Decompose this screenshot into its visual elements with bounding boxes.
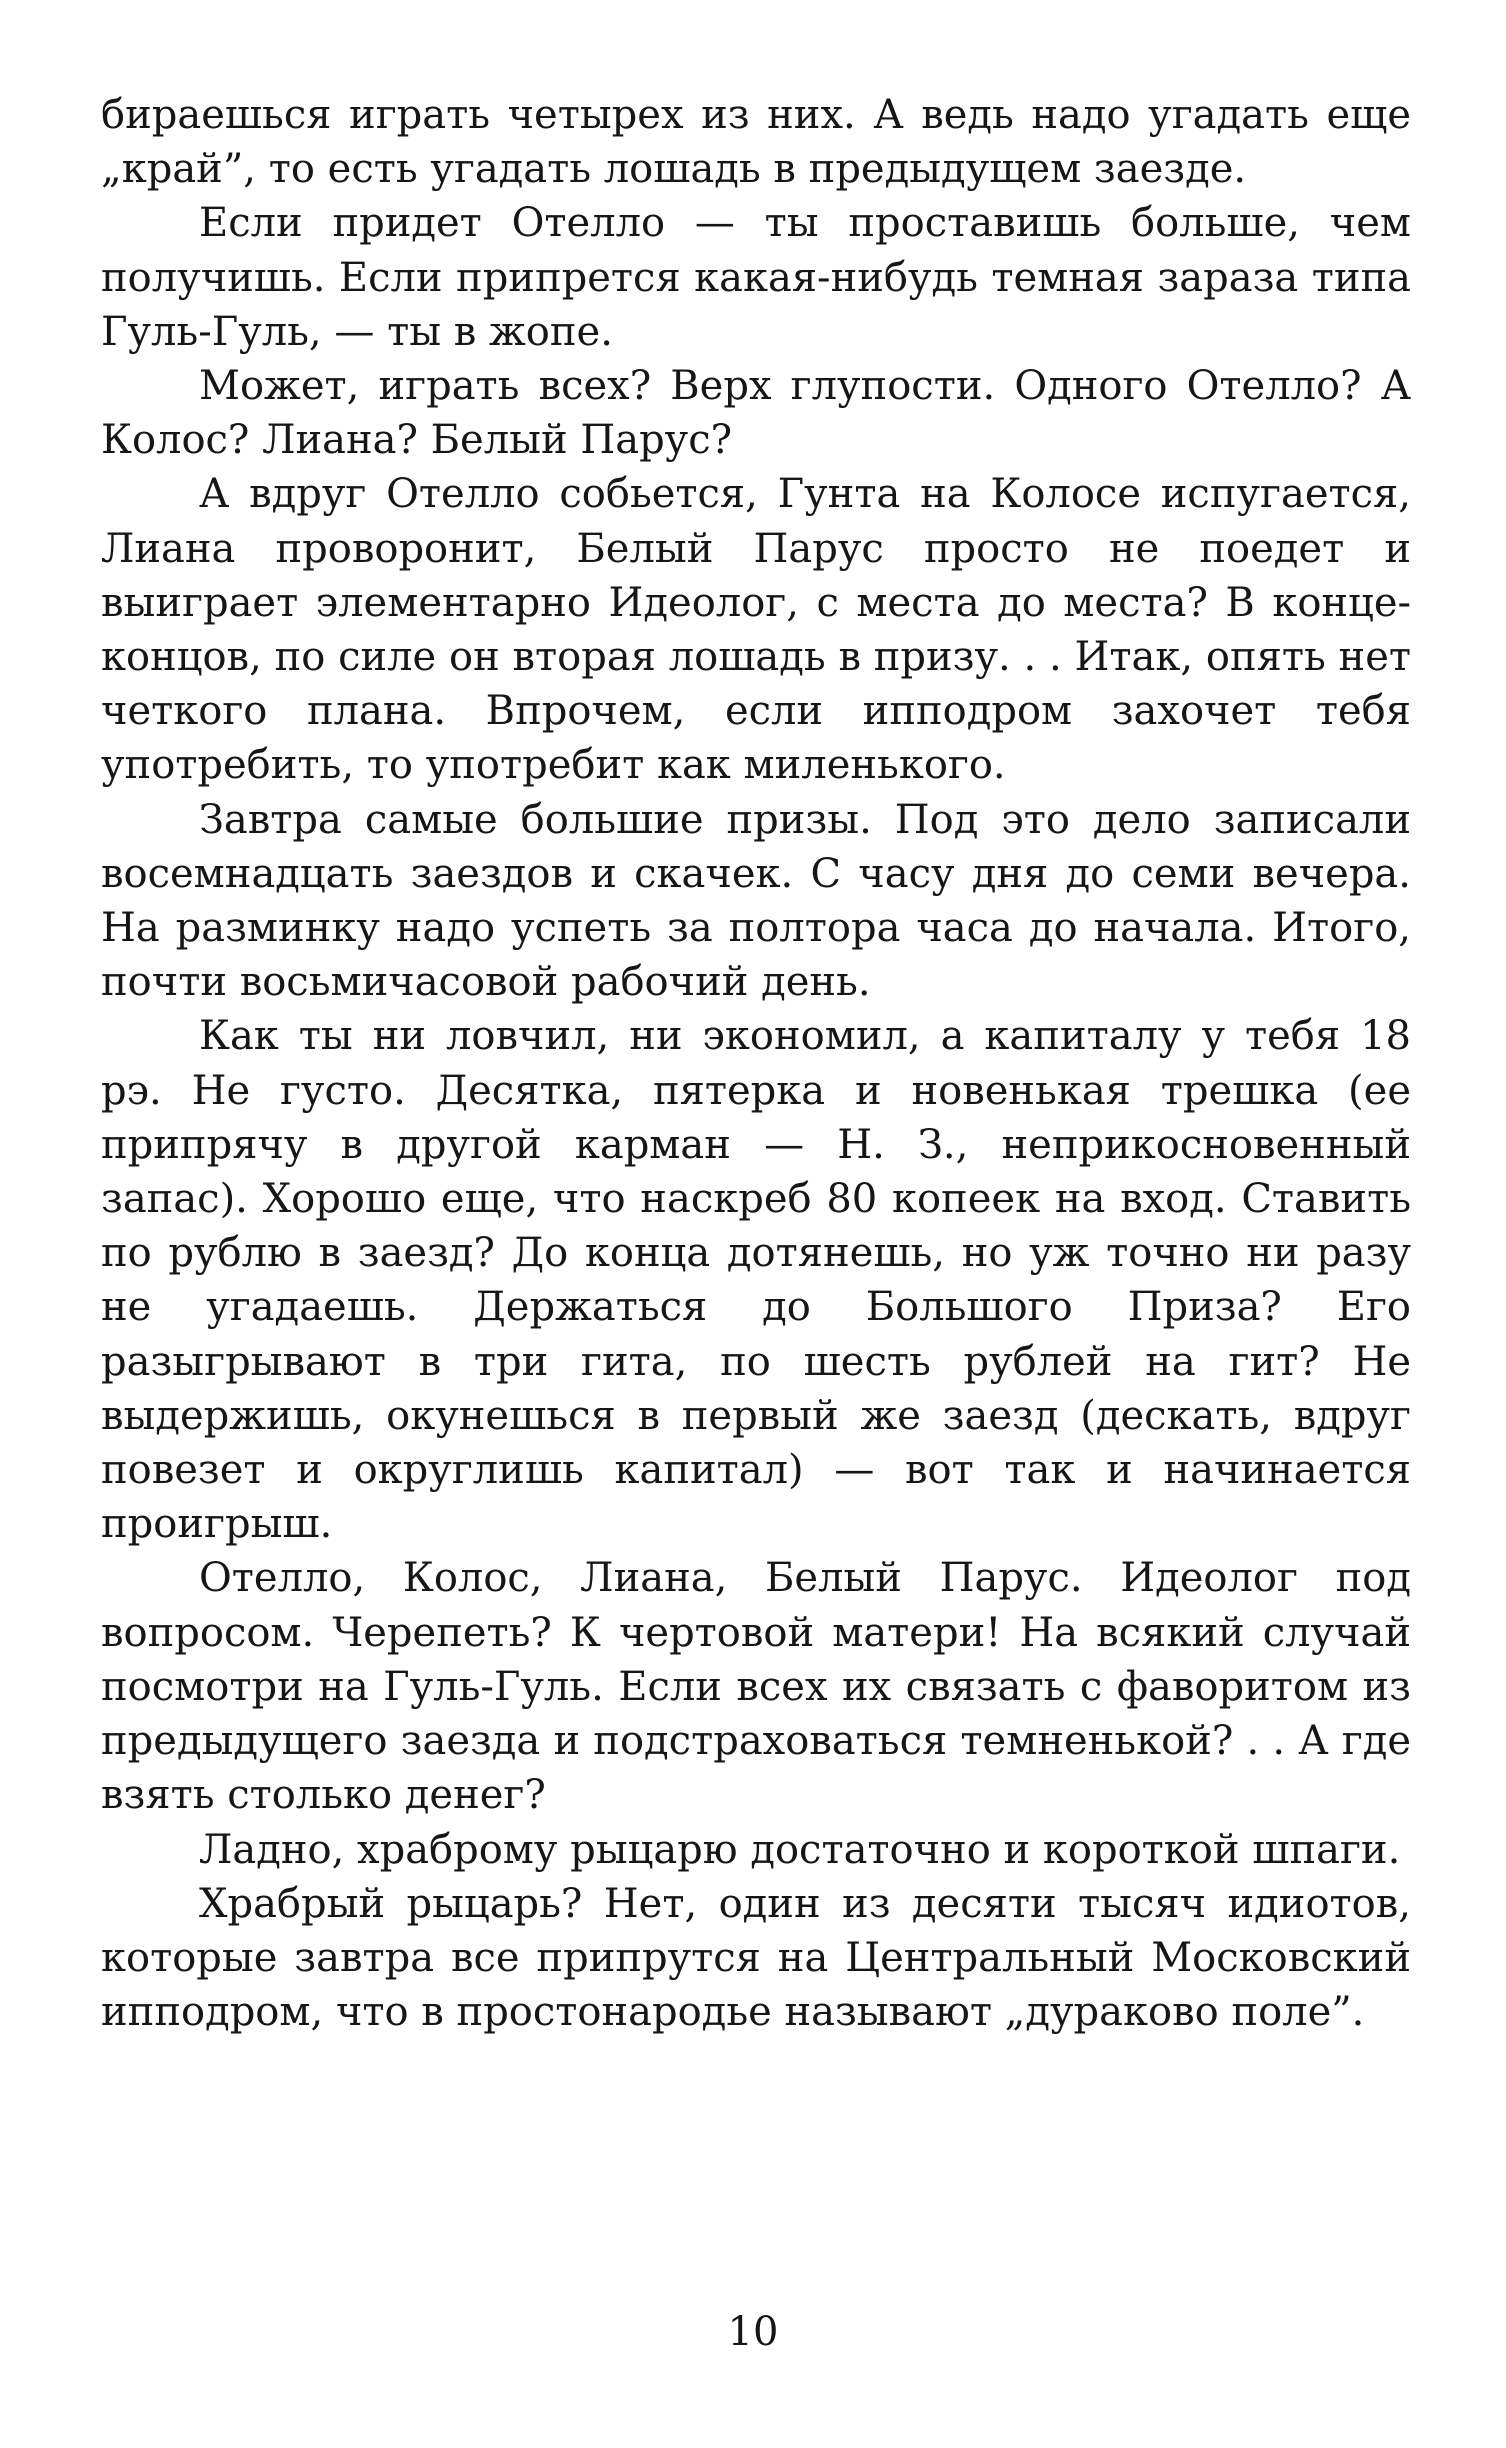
page-text [101, 88, 1411, 2039]
paragraph-3: Может, играть всех? Верх глупости. Одного Отелло? А Колос? Лиана? Белый Парус? [101, 363, 1411, 464]
paragraph-9: Храбрый рыцарь? Нет, один из десяти тысяч идиотов, которые завтра все припрутся на Центральный Московский ипподром, что в простонародье называют „дураково поле”. [101, 1880, 1411, 2036]
paragraph-8: Ладно, храброму рыцарю достаточно и короткой шпаги. [199, 1826, 1401, 1873]
paragraph-4: А вдруг Отелло собьется, Гунта на Колосе испугается, Лиана проворонит, Белый Парус просто не поедет и выиграет элементарно Идеолог, с места до места? В конце-концов, по силе он вторая лошадь в призу. . . Итак, опять нет четкого плана. Впрочем, если ипподром захочет тебя употребить, то употребит как миленького. [101, 471, 1411, 789]
paragraph-1: бираешься играть четырех из них. А ведь надо угадать еще „край”, то есть угадать лошадь в предыдущем заезде. [101, 92, 1411, 193]
paragraph-7: Отелло, Колос, Лиана, Белый Парус. Идеолог под вопросом. Черепеть? К чертовой матери! На всякий случай посмотри на Гуль-Гуль. Если всех их связать с фаворитом из предыдущего заезда и подстраховаться темненькой? . . А где взять столько денег? [101, 1555, 1411, 1819]
page-number: 10 [727, 2309, 779, 2355]
paragraph-5: Завтра самые большие призы. Под это дело записали восемнадцать заездов и скачек. С часу дня до семи вечера. На разминку надо успеть за полтора часа до начала. Итого, почти восьмичасовой рабочий день. [101, 796, 1411, 1006]
paragraph-6: Как ты ни ловчил, ни экономил, а капиталу у тебя 18 рэ. Не густо. Десятка, пятерка и новенькая трешка (ее припрячу в другой карман — Н. З., неприкосновенный запас). Хорошо еще, что наскреб 80 копеек на вход. Ставить по рублю в заезд? До конца дотянешь, но уж точно ни разу не угадаешь. Держаться до Большого Приза? Его разыгрывают в три гита, по шесть рублей на гит? Не выдержишь, окунешься в первый же заезд (дескать, вдруг повезет и округлишь капитал) — вот так и начинается проигрыш. [101, 1013, 1411, 1548]
paragraph-2: Если придет Отелло — ты проставишь больше, чем получишь. Если припрется какая-нибудь темная зараза типа Гуль-Гуль, — ты в жопе. [101, 200, 1411, 355]
